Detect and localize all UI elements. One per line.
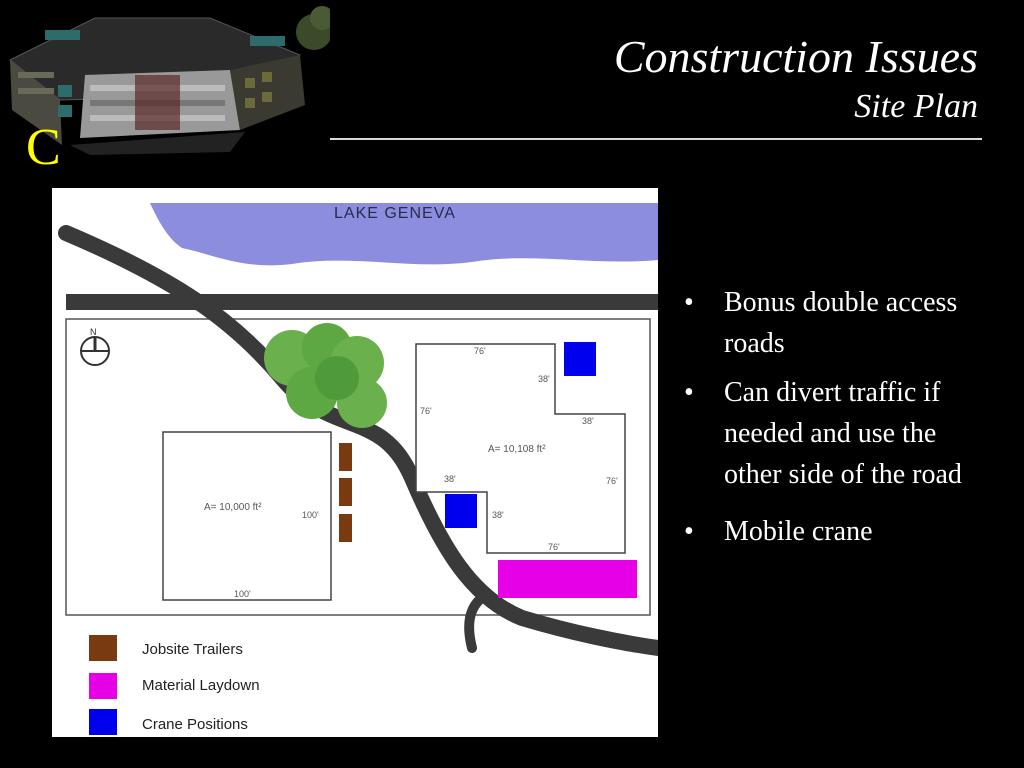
- bullet-item: • Mobile crane: [684, 511, 984, 552]
- jobsite-trailer: [339, 514, 352, 542]
- legend-swatch-trailers: [89, 635, 117, 661]
- bullet-item: • Bonus double access roads: [684, 282, 984, 364]
- slide-title: Construction Issues: [613, 31, 978, 82]
- dim-notch-right: 38': [582, 416, 594, 426]
- material-laydown: [498, 560, 637, 598]
- jobsite-trailer: [339, 443, 352, 471]
- legend-swatch-laydown: [89, 673, 117, 699]
- dim-bottom: 76': [548, 542, 560, 552]
- access-road-branch: [469, 596, 484, 648]
- bullet-list: [684, 282, 984, 560]
- left-building-area: A= 10,000 ft²: [204, 502, 262, 513]
- lake-label: LAKE GENEVA: [334, 205, 456, 222]
- dim-right: 76': [606, 476, 618, 486]
- left-building-bottom-dim: 100': [234, 589, 251, 599]
- left-building-side-dim: 100': [302, 510, 319, 520]
- legend-label-crane: Crane Positions: [142, 716, 248, 733]
- north-arrow: [81, 327, 109, 365]
- legend-label-trailers: Jobsite Trailers: [142, 641, 243, 658]
- dim-inner-bottom: 38': [492, 510, 504, 520]
- dim-left: 76': [420, 406, 432, 416]
- svg-text:N: N: [90, 327, 97, 337]
- site-plan-drawing: [52, 188, 658, 737]
- crane-position: [445, 494, 477, 528]
- dim-inner-left: 38': [444, 474, 456, 484]
- tree-cluster: [264, 323, 387, 428]
- legend-label-laydown: Material Laydown: [142, 677, 260, 694]
- dim-notch-top: 38': [538, 374, 550, 384]
- dim-top: 76': [474, 346, 486, 356]
- slide-subtitle: Site Plan: [854, 88, 978, 125]
- logo-letter: C: [26, 119, 61, 176]
- jobsite-trailer: [339, 478, 352, 506]
- bullet-item: • Can divert traffic if needed and use the other side of the road: [684, 372, 984, 495]
- title-divider: [330, 138, 982, 140]
- right-building-area: A= 10,108 ft²: [488, 444, 546, 455]
- crane-position: [564, 342, 596, 376]
- legend-swatch-crane: [89, 709, 117, 735]
- access-road-upper: [66, 294, 658, 310]
